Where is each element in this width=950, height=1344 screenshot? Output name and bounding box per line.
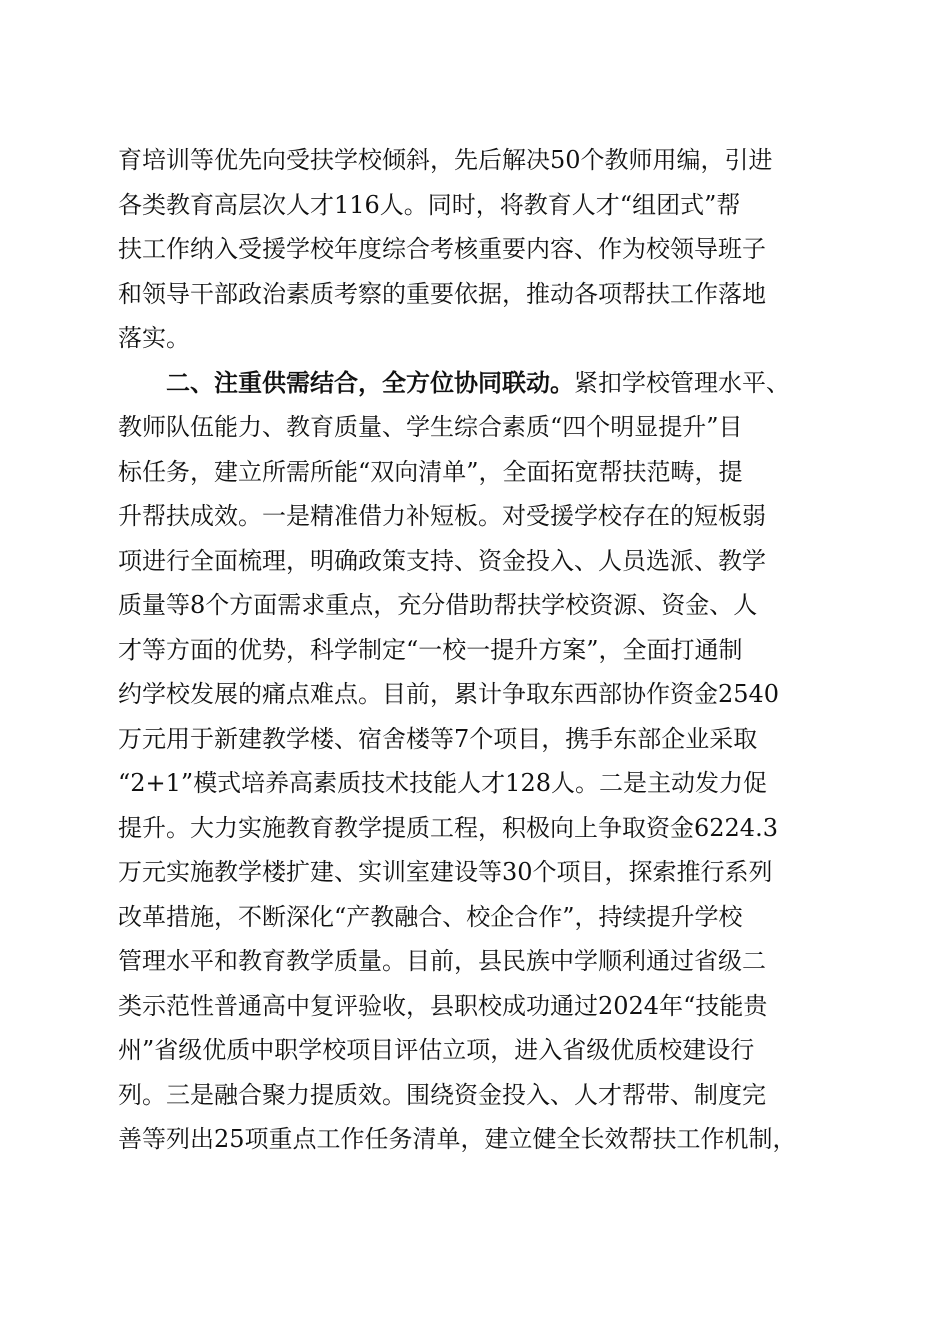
text-line: 落实。 xyxy=(118,324,190,352)
text-line: 育培训等优先向受扶学校倾斜，先后解决50个教师用编，引进 xyxy=(118,146,773,174)
text-line: 教师队伍能力、教育质量、学生综合素质“四个明显提升”目 xyxy=(118,413,743,441)
text-line: 列。三是融合聚力提质效。围绕资金投入、人才帮带、制度完 xyxy=(118,1080,766,1109)
text-line: 类示范性普通高中复评验收，县职校成功通过2024年“技能贵 xyxy=(118,991,768,1020)
section-heading: 二、注重供需结合，全方位协同联动。 xyxy=(166,367,574,397)
text-line: 各类教育高层次人才116人。同时，将教育人才“组团式”帮 xyxy=(118,190,741,219)
text-line: 扶工作纳入受援学校年度综合考核重要内容、作为校领导班子 xyxy=(118,235,766,263)
paragraph-first-line xyxy=(118,361,838,406)
text-line: 州”省级优质中职学校项目评估立项，进入省级优质校建设行 xyxy=(118,1036,755,1064)
body-text xyxy=(118,138,838,1162)
text-fragment: 紧扣学校管理水平、 xyxy=(574,368,790,397)
text-line: 提升。大力实施教育教学提质工程，积极向上争取资金6224.3 xyxy=(118,813,778,842)
text-line: 万元用于新建教学楼、宿舍楼等7个项目，携手东部企业采取 xyxy=(118,724,758,753)
text-line: 和领导干部政治素质考察的重要依据，推动各项帮扶工作落地 xyxy=(118,279,766,308)
text-line: 升帮扶成效。一是精准借力补短板。对受援学校存在的短板弱 xyxy=(118,502,766,530)
text-line: 才等方面的优势，科学制定“一校一提升方案”，全面打通制 xyxy=(118,635,743,664)
text-line: 约学校发展的痛点难点。目前，累计争取东西部协作资金2540 xyxy=(118,680,780,708)
text-line: 改革措施，不断深化“产教融合、校企合作”，持续提升学校 xyxy=(118,902,743,931)
text-line: “2+1”模式培养高素质技术技能人才128人。二是主动发力促 xyxy=(118,769,767,797)
text-line: 万元实施教学楼扩建、实训室建设等30个项目，探索推行系列 xyxy=(118,858,773,886)
text-line: 质量等8个方面需求重点，充分借助帮扶学校资源、资金、人 xyxy=(118,591,758,619)
text-line: 标任务，建立所需所能“双向清单”，全面拓宽帮扶范畴，提 xyxy=(118,457,743,486)
text-line: 项进行全面梳理，明确政策支持、资金投入、人员选派、教学 xyxy=(118,546,766,575)
text-line: 善等列出25项重点工作任务清单，建立健全长效帮扶工作机制， xyxy=(118,1125,797,1153)
text-line: 管理水平和教育教学质量。目前，县民族中学顺利通过省级二 xyxy=(118,947,766,975)
